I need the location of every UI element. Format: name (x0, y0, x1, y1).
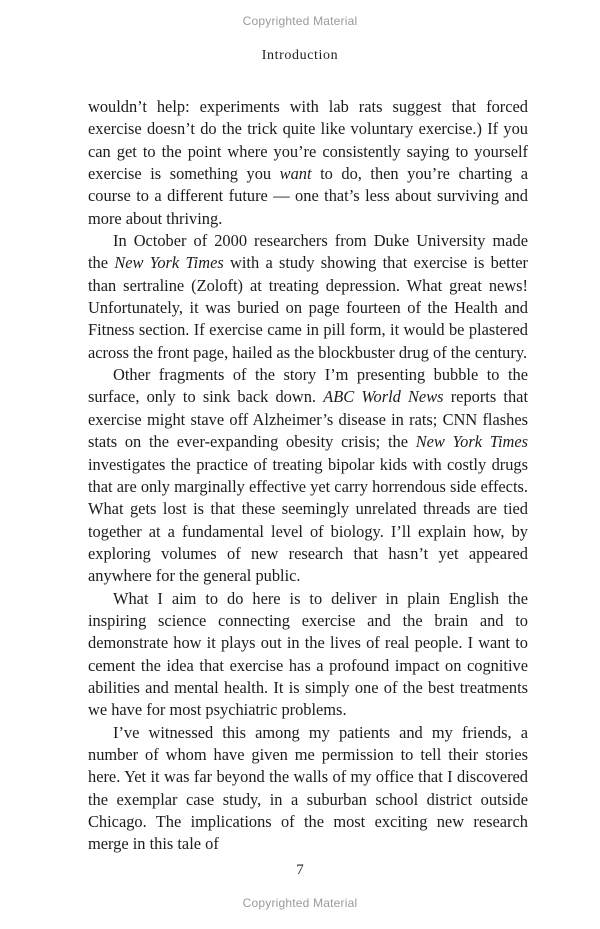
text-run: with a study showing that exercise is better than sertraline (Zoloft) at treating depression. What great news! Unfortunately, it was buried on page fourteen of the Health and Fitness section. If exercise came in pill form, it would be plastered across the front page, hailed as the blockbuster drug of the century. (88, 253, 528, 362)
running-head: Introduction (261, 48, 339, 63)
italic-title-run: New York Times (114, 253, 224, 273)
page-number: 7 (296, 862, 304, 878)
italic-title-run: New York Times (415, 432, 528, 452)
paragraph-continued (88, 96, 528, 230)
text-run: to do, then you’re charting a course to a different future — one that’s less about surviving and more about thriving. (88, 164, 528, 228)
text-run: I’ve witnessed this among my patients and my friends, a number of whom have given me permission to tell their stories here. Yet it was far beyond the walls of my office that I discovered the exemplar case study, in a suburban school district outside Chicago. The implications of the most exciting new research merge in this tale of (88, 722, 528, 854)
paragraph (88, 722, 528, 856)
text-run: Other fragments of the story I’m presenting bubble to the surface, only to sink back down. (88, 365, 528, 407)
text-run: What I aim to do here is to deliver in plain English the inspiring science connecting exercise and the brain and to demonstrate how it plays out in the lives of real people. I want to cement the idea that exercise has a profound impact on cognitive abilities and mental health. It is simply one of the best treatments we have for most psychiatric problems. (88, 588, 528, 720)
text-run: In October of 2000 researchers from Duke University made the (88, 231, 528, 273)
italic-title-run: ABC World News (323, 387, 444, 407)
italic-title-run: want (279, 164, 312, 184)
body-text (88, 96, 528, 856)
paragraph (88, 588, 528, 722)
copyright-watermark-top: Copyrighted Material (242, 14, 358, 28)
text-run: wouldn’t help: experiments with lab rats suggest that forced exercise doesn’t do the trick quite like voluntary exercise.) If you can get to the point where you’re consistently saying to yourself exercise is something you (88, 97, 528, 184)
paragraph (88, 230, 528, 364)
copyright-watermark-bottom: Copyrighted Material (242, 896, 358, 910)
text-run: investigates the practice of treating bipolar kids with costly drugs that are only marginally effective yet carry horrendous side effects. What gets lost is that these seemingly unrelated threads are tied together at a fundamental level of biology. I’ll explain how, by exploring volumes of new research that hasn’t yet appeared anywhere for the general public. (88, 454, 528, 586)
paragraph (88, 364, 528, 587)
text-run: reports that exercise might stave off Alzheimer’s disease in rats; CNN flashes stats on the ever-expanding obesity crisis; the (88, 387, 528, 452)
